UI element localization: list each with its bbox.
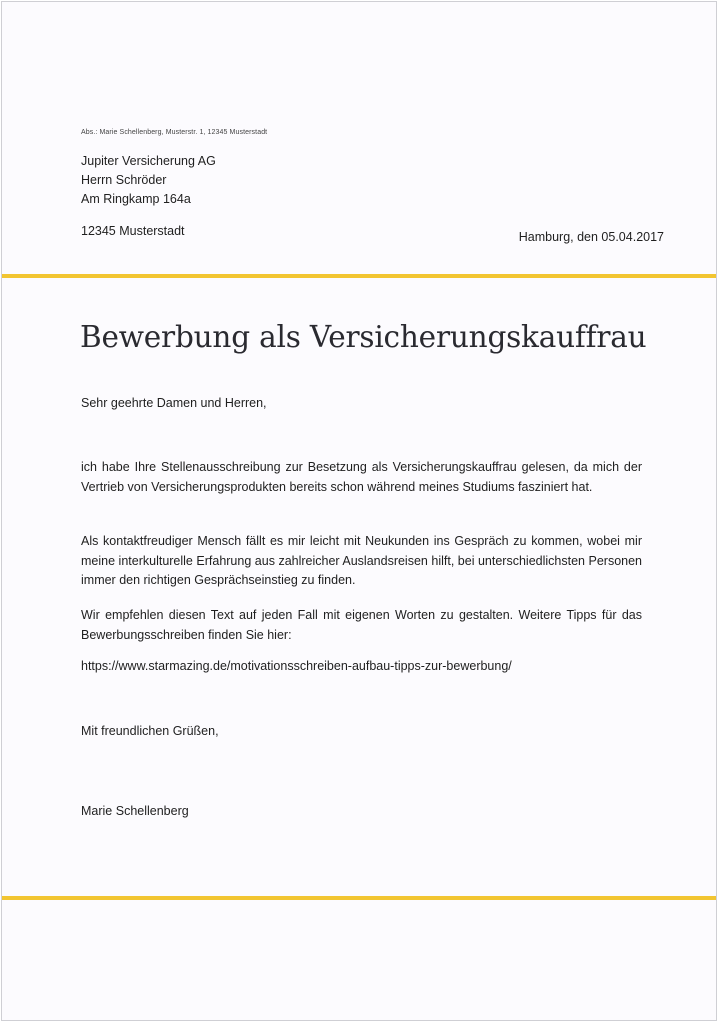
signature-name: Marie Schellenberg [81, 804, 189, 818]
body-paragraph-1: ich habe Ihre Stellenausschreibung zur Besetzung als Versicherungskauffrau gelesen, da mich der Vertrieb von Versicherungsprodukten bereits schon während meines Studiums fasziniert hat. [81, 460, 642, 494]
recipient-address [81, 152, 216, 209]
recipient-city: 12345 Musterstadt [81, 224, 185, 238]
recipient-company: Jupiter Versicherung AG [81, 154, 216, 168]
letter-title: Bewerbung als Versicherungskauffrau [80, 320, 647, 354]
sender-return-address: Abs.: Marie Schellenberg, Musterstr. 1, 12345 Musterstadt [81, 129, 268, 136]
tips-link[interactable]: https://www.starmazing.de/motivationsschreiben-aufbau-tipps-zur-bewerbung/ [81, 659, 512, 673]
closing: Mit freundlichen Grüßen, [81, 724, 219, 738]
recipient-street: Am Ringkamp 164a [81, 192, 191, 206]
salutation: Sehr geehrte Damen und Herren, [81, 396, 267, 410]
body-paragraph-2: Als kontaktfreudiger Mensch fällt es mir leicht mit Neukunden ins Gespräch zu kommen, wobei mir meine interkulturelle Erfahrung aus zahlreicher Auslandsreisen hilft, bei unterschiedlichsten Personen immer den richtigen Gesprächseinstieg zu finden. [81, 534, 642, 587]
letter-date: Hamburg, den 05.04.2017 [518, 230, 664, 244]
bottom-accent-rule [2, 896, 716, 900]
body-paragraph-3: Wir empfehlen diesen Text auf jeden Fall mit eigenen Worten zu gestalten. Weitere Tipps für das Bewerbungsschreiben finden Sie hier: [81, 608, 642, 642]
recipient-contact: Herrn Schröder [81, 173, 167, 187]
top-accent-rule [2, 274, 716, 278]
letter-page [1, 1, 717, 1021]
